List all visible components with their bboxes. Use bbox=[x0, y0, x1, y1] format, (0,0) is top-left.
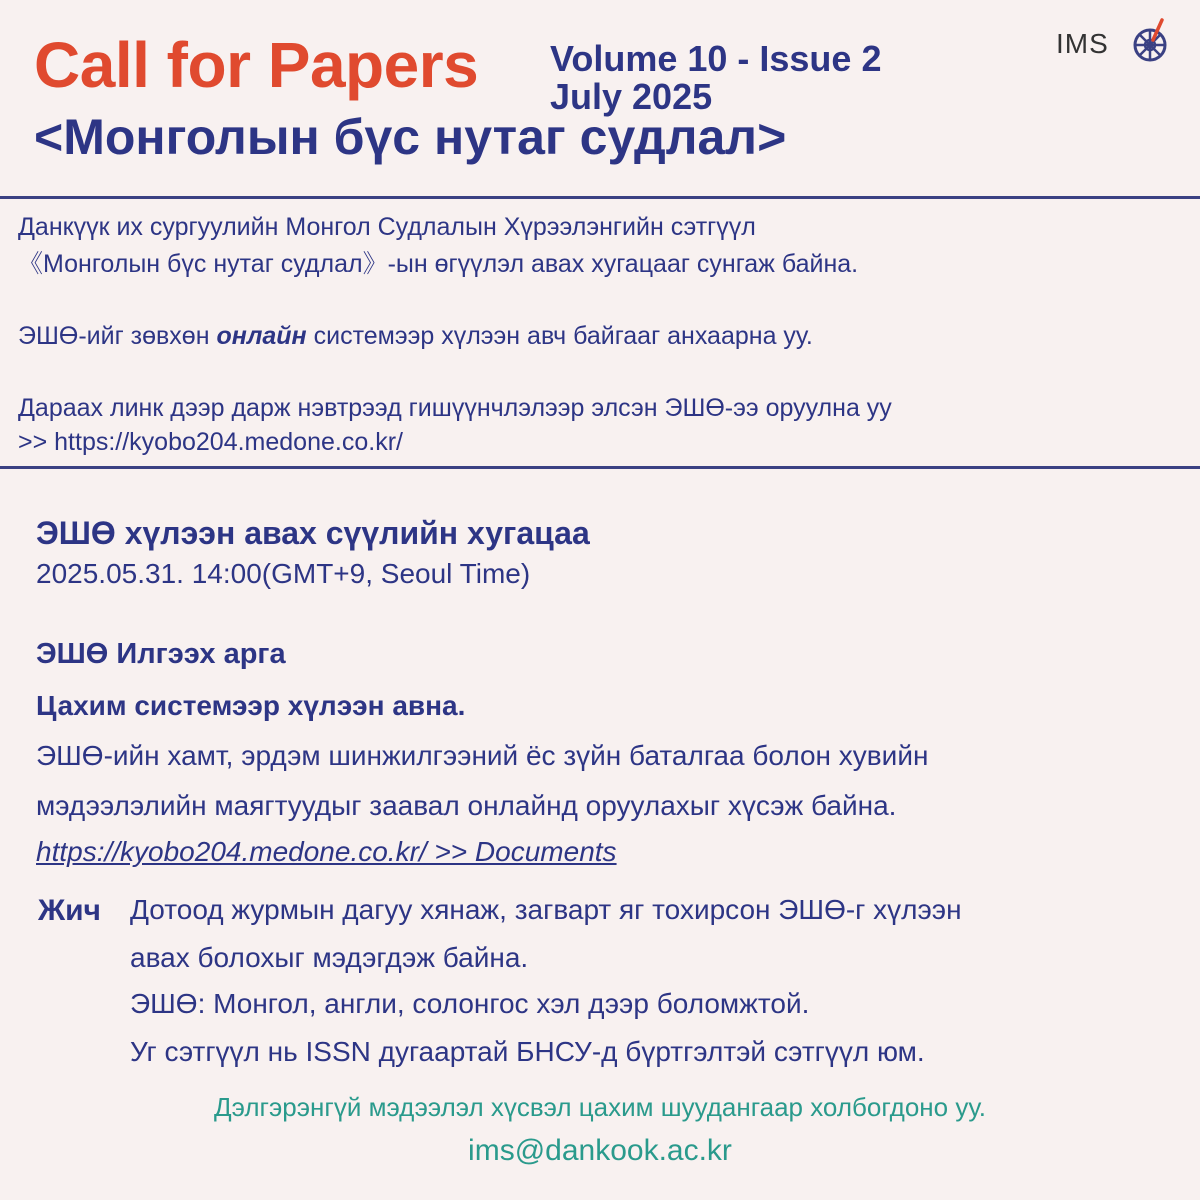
divider-bottom bbox=[0, 466, 1200, 469]
method-line-2: мэдээлэлийн маягтуудыг заавал онлайнд оруулахыг хүсэж байна. bbox=[36, 790, 897, 821]
logo-text: IMS bbox=[1056, 28, 1109, 59]
submission-link[interactable]: >> https://kyobo204.medone.co.kr/ bbox=[18, 428, 403, 456]
deadline-heading: ЭШӨ хүлээн авах сүүлийн хугацаа bbox=[36, 515, 590, 551]
issue-date: July 2025 bbox=[550, 76, 713, 117]
note-line-1: Дотоод журмын дагуу хянаж, загварт яг тохирсон ЭШӨ-г хүлээн bbox=[130, 894, 962, 925]
call-for-papers-title: Call for Papers bbox=[34, 29, 479, 101]
online-notice-prefix: ЭШӨ-ийг зөвхөн bbox=[18, 322, 217, 350]
method-heading: ЭШӨ Илгээх арга bbox=[36, 638, 286, 670]
method-line-1: ЭШӨ-ийн хамт, эрдэм шинжилгээний ёс зүйн баталгаа болон хувийн bbox=[36, 740, 929, 771]
contact-message: Дэлгэрэнгүй мэдээлэл хүсвэл цахим шуудангаар холбогдоно уу. bbox=[214, 1092, 986, 1122]
note-line-4: Уг сэтгүүл нь ISSN дугаартай БНСУ-д бүртгэлтэй сэтгүүл юм. bbox=[130, 1036, 925, 1067]
note-label: Жич bbox=[38, 894, 101, 927]
deadline-value: 2025.05.31. 14:00(GMT+9, Seoul Time) bbox=[36, 558, 531, 589]
dharma-wheel-icon bbox=[1126, 18, 1176, 68]
intro-line-2: 《Монголын бүс нутаг судлал》-ын өгүүлэл авах хугацааг сунгаж байна. bbox=[18, 250, 859, 278]
method-lead: Цахим системээр хүлээн авна. bbox=[36, 690, 466, 721]
note-line-3: ЭШӨ: Монгол, англи, солонгос хэл дээр боломжтой. bbox=[130, 988, 810, 1019]
online-notice bbox=[18, 320, 813, 352]
link-instruction: Дараах линк дээр дарж нэвтрээд гишүүнчлэлээр элсэн ЭШӨ-ээ оруулна уу bbox=[18, 394, 892, 422]
online-notice-suffix: системээр хүлээн авч байгааг анхаарна уу. bbox=[306, 322, 813, 350]
note-line-2: авах болохыг мэдэгдэж байна. bbox=[130, 942, 529, 973]
documents-link[interactable]: https://kyobo204.medone.co.kr/ >> Documents bbox=[36, 836, 617, 867]
contact-email[interactable]: ims@dankook.ac.kr bbox=[468, 1134, 732, 1167]
online-word: онлайн bbox=[216, 322, 307, 350]
divider-top bbox=[0, 196, 1200, 199]
volume-issue: Volume 10 - Issue 2 bbox=[550, 38, 882, 79]
volume-issue-block bbox=[550, 40, 881, 116]
journal-title: <Монголын бүс нутаг судлал> bbox=[34, 109, 787, 165]
intro-line-1: Данкүүк их сургуулийн Монгол Судлалын Хүрээлэнгийн сэтгүүл bbox=[18, 213, 756, 241]
ims-logo bbox=[1056, 12, 1186, 72]
